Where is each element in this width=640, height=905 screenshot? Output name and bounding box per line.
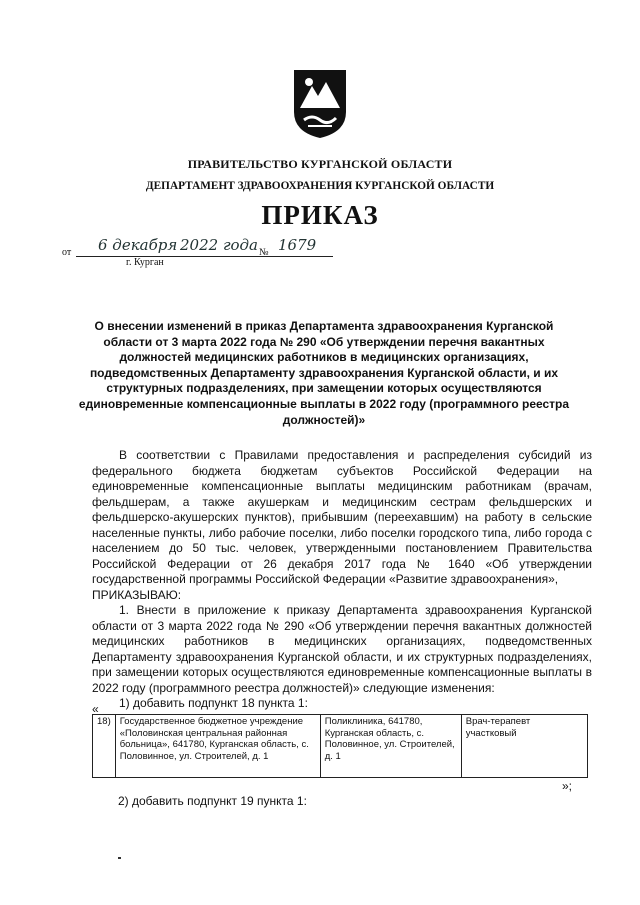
order-body [92, 448, 592, 712]
quote-close-mark: »; [562, 779, 573, 793]
handwritten-date-day: 6 декабря [98, 236, 178, 254]
org-line-government: ПРАВИТЕЛЬСТВО КУРГАНСКОЙ ОБЛАСТИ [187, 157, 453, 171]
preamble-paragraph: В соответствии с Правилами предоставления и распределения субсидий из федерального бюджета бюджетам субъектов Российской Федерации на единовременные компенсационные выплаты медицинским работникам (врачам, фельдшерам, а также акушеркам и медицинским сестрам фельдшерских и фельдшерско-акушерских пунктов), прибывшим (переехавшим) на работу в сельские населенные пункты, либо рабочие поселки, либо поселки городского типа, либо города с населением до 50 тыс. человек, утвержденными постановлением Правительства Российской Федерации от 26 декабря 2017 года № 1640 «Об утверждении государственной программы Российской Федерации «Развитие здравоохранения», [92, 448, 592, 586]
dateline [62, 238, 362, 278]
registry-table [92, 714, 588, 778]
order-subject: О внесении изменений в приказ Департамента здравоохранения Курганской области от 3 марта 2022 года № 290 «Об утверждении перечня вакантных должностей медицинских работников в медицинских организациях, подведомственных Департаменту здравоохранения Курганской области, и их структурных подразделениях, при замещении которых осуществляются единовременные компенсационные выплаты в 2022 году (программного реестра должностей)» [78, 319, 570, 427]
scan-speck [118, 857, 121, 859]
table-cell-unit: Поликлиника, 641780, Курганская область, с. Половинное, ул. Строителей, д. 1 [320, 715, 461, 778]
handwritten-date-year: 2022 года [180, 236, 259, 254]
dateline-from-label: от [62, 247, 72, 258]
dateline-number-field [273, 238, 333, 257]
subitem-2-text: 2) добавить подпункт 19 пункта 1: [118, 794, 307, 808]
table-cell-position: Врач-терапевт участковый [461, 715, 587, 778]
item-1-paragraph: 1. Внести в приложение к приказу Департамента здравоохранения Курганской области от 3 марта 2022 года № 290 «Об утверждении перечня вакантных должностей медицинских работников в медицинских организациях, подведомственных Департаменту здравоохранения Курганской области, и их структурных подразделениях, при замещении которых осуществляются единовременные компенсационные выплаты в 2022 году (программного реестра должностей)» следующие изменения: [92, 603, 592, 695]
document-title: ПРИКАЗ [261, 200, 379, 230]
subitem-1-text: 1) добавить подпункт 18 пункта 1: [119, 696, 308, 710]
quote-open-mark: « [92, 702, 99, 716]
table-row [93, 715, 588, 778]
org-line-department: ДЕПАРТАМЕНТ ЗДРАВООХРАНЕНИЯ КУРГАНСКОЙ ОБЛАСТИ [145, 180, 495, 192]
dateline-number-label: № [259, 247, 269, 258]
handwritten-number: 1679 [278, 236, 317, 254]
table-cell-number: 18) [93, 715, 116, 778]
coat-of-arms-emblem [292, 68, 348, 140]
dateline-city: г. Курган [126, 257, 164, 268]
order-word: ПРИКАЗЫВАЮ: [92, 587, 182, 602]
table-cell-organization: Государственное бюджетное учреждение «Половинская центральная районная больница», 641780, Курганская область, с. Половинное, ул. Строителей, д. 1 [115, 715, 320, 778]
